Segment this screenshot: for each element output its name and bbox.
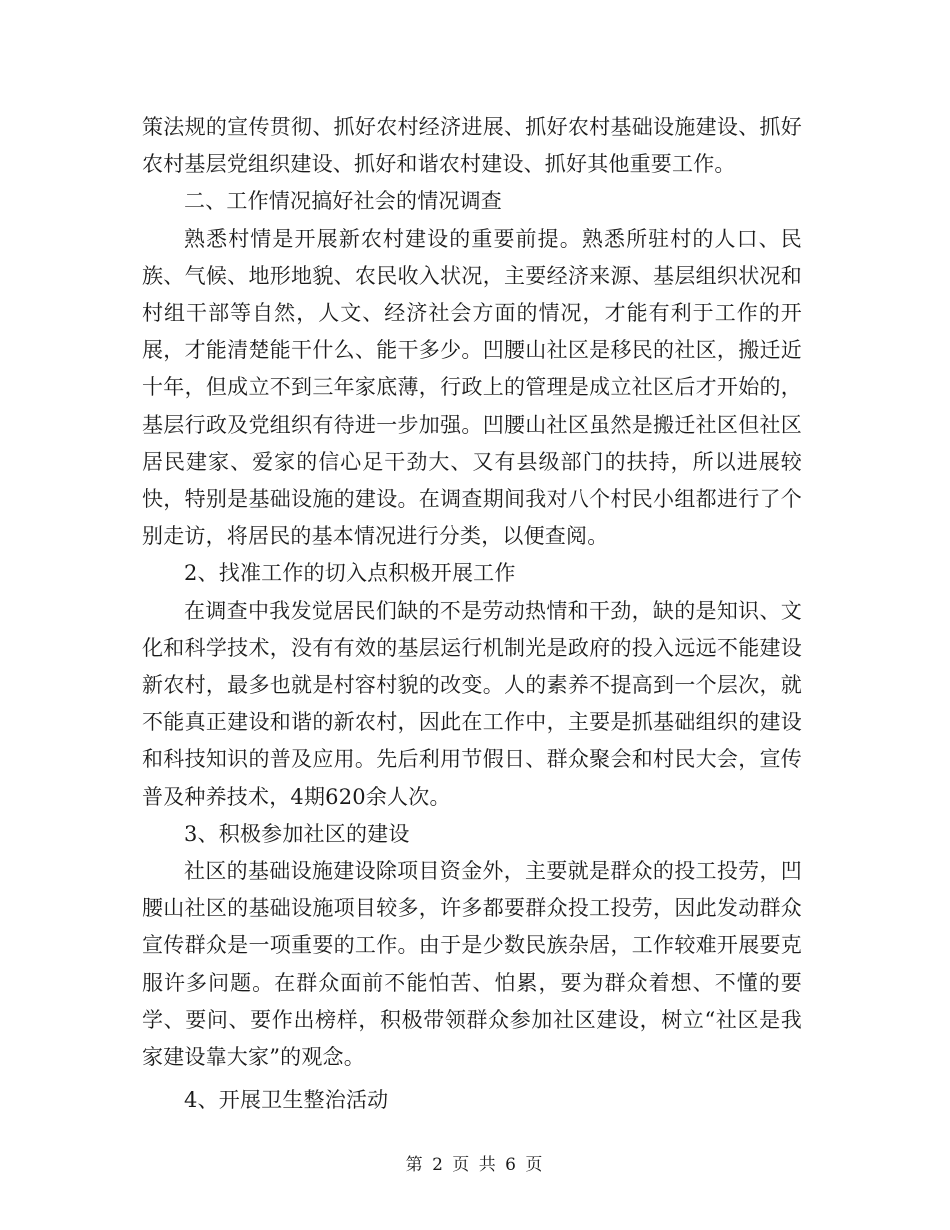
section-heading: 4、开展卫生整治活动 bbox=[184, 1088, 389, 1113]
section-heading: 2、找准工作的切入点积极开展工作 bbox=[184, 561, 516, 586]
section-heading: 3、积极参加社区的建设 bbox=[184, 821, 410, 846]
section-heading: 二、工作情况搞好社会的情况调查 bbox=[184, 189, 502, 214]
page-number-footer: 第 2 页 共 6 页 bbox=[405, 1155, 545, 1175]
continuation-paragraph: 策法规的宣传贯彻、抓好农村经济进展、抓好农村基础设施建设、抓好农村基层党组织建设、抓好和谐农村建设、抓好其他重要工作。 bbox=[142, 115, 802, 177]
body-paragraph: 熟悉村情是开展新农村建设的重要前提。熟悉所驻村的人口、民族、气候、地形地貌、农民收入状况，主要经济来源、基层组织状况和村组干部等自然，人文、经济社会方面的情况，才能有利于工作的开展，才能清楚能干什么、能干多少。凹腰山社区是移民的社区，搬迁近十年，但成立不到三年家底薄，行政上的管理是成立社区后才开始的，基层行政及党组织有待进一步加强。凹腰山社区虽然是搬迁社区但社区居民建家、爱家的信心足干劲大、又有县级部门的扶持，所以进展较快，特别是基础设施的建设。在调查期间我对八个村民小组都进行了个别走访，将居民的基本情况进行分类，以便查阅。 bbox=[142, 226, 802, 549]
body-paragraph: 社区的基础设施建设除项目资金外，主要就是群众的投工投劳，凹腰山社区的基础设施项目较多，许多都要群众投工投劳，因此发动群众宣传群众是一项重要的工作。由于是少数民族杂居，工作较难开展要克服许多问题。在群众面前不能怕苦、怕累，要为群众着想、不懂的要学、要问、要作出榜样，积极带领群众参加社区建设，树立“社区是我家建设靠大家”的观念。 bbox=[142, 859, 802, 1070]
document-body bbox=[142, 109, 802, 1119]
body-paragraph: 在调查中我发觉居民们缺的不是劳动热情和干劲，缺的是知识、文化和科学技术，没有有效的基层运行机制光是政府的投入远远不能建设新农村，最多也就是村容村貌的改变。人的素养不提高到一个层次，就不能真正建设和谐的新农村，因此在工作中，主要是抓基础组织的建设和科技知识的普及应用。先后利用节假日、群众聚会和村民大会，宣传普及种养技术，4期620余人次。 bbox=[142, 598, 802, 809]
